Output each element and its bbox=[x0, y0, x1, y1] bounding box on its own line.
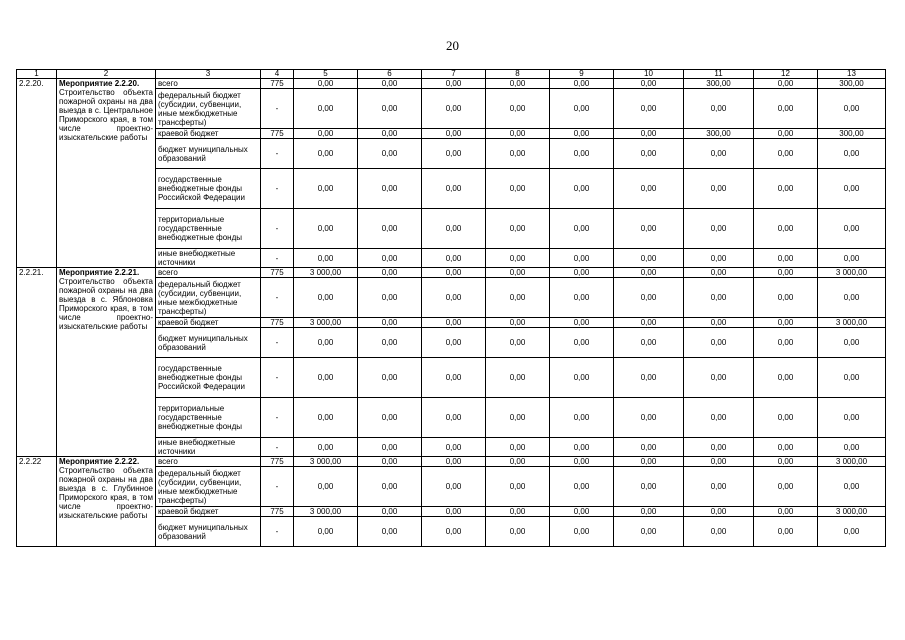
amount-cell: 0,00 bbox=[754, 129, 818, 139]
column-number-10: 10 bbox=[614, 70, 684, 79]
funding-source: краевой бюджет bbox=[156, 129, 261, 139]
amount-cell: 0,00 bbox=[754, 398, 818, 438]
amount-cell: 0,00 bbox=[754, 438, 818, 457]
amount-cell: 0,00 bbox=[294, 209, 358, 249]
amount-cell: 0,00 bbox=[294, 358, 358, 398]
amount-cell: 3 000,00 bbox=[294, 507, 358, 517]
amount-cell: 0,00 bbox=[684, 507, 754, 517]
amount-cell: 0,00 bbox=[422, 278, 486, 318]
grbs-code: - bbox=[261, 139, 294, 169]
amount-cell: 0,00 bbox=[754, 169, 818, 209]
column-number-3: 3 bbox=[156, 70, 261, 79]
amount-cell: 0,00 bbox=[614, 398, 684, 438]
column-number-5: 5 bbox=[294, 70, 358, 79]
amount-cell: 0,00 bbox=[550, 139, 614, 169]
amount-cell: 0,00 bbox=[486, 438, 550, 457]
amount-cell: 0,00 bbox=[684, 169, 754, 209]
amount-cell: 0,00 bbox=[754, 467, 818, 507]
grbs-code: - bbox=[261, 398, 294, 438]
amount-cell: 0,00 bbox=[550, 457, 614, 467]
amount-cell: 0,00 bbox=[294, 169, 358, 209]
amount-cell: 0,00 bbox=[684, 328, 754, 358]
amount-cell: 0,00 bbox=[818, 89, 886, 129]
amount-cell: 0,00 bbox=[422, 129, 486, 139]
amount-cell: 0,00 bbox=[550, 358, 614, 398]
event-code: 2.2.20. bbox=[17, 79, 57, 268]
amount-cell: 0,00 bbox=[684, 89, 754, 129]
event-description: Строительство объекта пожарной охраны на два выезда в с. Центральное Приморского края, в том числе проектно-изыскательские работы bbox=[59, 88, 153, 142]
funding-source: иные внебюджетные источники bbox=[156, 249, 261, 268]
event-title: Мероприятие 2.2.22. bbox=[59, 457, 140, 466]
amount-cell: 0,00 bbox=[358, 318, 422, 328]
amount-cell: 0,00 bbox=[754, 358, 818, 398]
amount-cell: 0,00 bbox=[550, 249, 614, 268]
amount-cell: 0,00 bbox=[422, 517, 486, 547]
amount-cell: 0,00 bbox=[614, 457, 684, 467]
amount-cell: 300,00 bbox=[818, 129, 886, 139]
amount-cell: 0,00 bbox=[422, 318, 486, 328]
funding-source: государственные внебюджетные фонды Российской Федерации bbox=[156, 358, 261, 398]
grbs-code: 775 bbox=[261, 457, 294, 467]
amount-cell: 0,00 bbox=[486, 507, 550, 517]
amount-cell: 0,00 bbox=[684, 318, 754, 328]
amount-cell: 0,00 bbox=[294, 89, 358, 129]
amount-cell: 0,00 bbox=[818, 517, 886, 547]
table-body bbox=[17, 70, 886, 547]
column-number-row bbox=[17, 70, 886, 79]
event-description: Строительство объекта пожарной охраны на два выезда в с. Яблоновка Приморского края, в том числе проектно-изыскательские работы bbox=[59, 277, 153, 331]
amount-cell: 0,00 bbox=[422, 249, 486, 268]
event-code: 2.2.21. bbox=[17, 268, 57, 457]
amount-cell: 300,00 bbox=[684, 79, 754, 89]
amount-cell: 0,00 bbox=[486, 398, 550, 438]
column-number-11: 11 bbox=[684, 70, 754, 79]
column-number-8: 8 bbox=[486, 70, 550, 79]
amount-cell: 0,00 bbox=[294, 398, 358, 438]
amount-cell: 0,00 bbox=[486, 457, 550, 467]
amount-cell: 0,00 bbox=[818, 209, 886, 249]
funding-source: федеральный бюджет (субсидии, субвенции, иные межбюджетные трансферты) bbox=[156, 89, 261, 129]
amount-cell: 3 000,00 bbox=[818, 507, 886, 517]
amount-cell: 0,00 bbox=[358, 278, 422, 318]
amount-cell: 0,00 bbox=[422, 268, 486, 278]
amount-cell: 0,00 bbox=[684, 139, 754, 169]
amount-cell: 0,00 bbox=[614, 89, 684, 129]
grbs-code: - bbox=[261, 517, 294, 547]
event-title: Мероприятие 2.2.21. bbox=[59, 268, 140, 277]
amount-cell: 0,00 bbox=[358, 438, 422, 457]
amount-cell: 0,00 bbox=[614, 268, 684, 278]
amount-cell: 0,00 bbox=[294, 139, 358, 169]
amount-cell: 0,00 bbox=[422, 507, 486, 517]
amount-cell: 0,00 bbox=[358, 328, 422, 358]
amount-cell: 0,00 bbox=[818, 438, 886, 457]
funding-source: всего bbox=[156, 268, 261, 278]
amount-cell: 0,00 bbox=[550, 268, 614, 278]
column-number-9: 9 bbox=[550, 70, 614, 79]
amount-cell: 0,00 bbox=[754, 278, 818, 318]
amount-cell: 0,00 bbox=[614, 209, 684, 249]
amount-cell: 0,00 bbox=[550, 507, 614, 517]
funding-source: бюджет муниципальных образований bbox=[156, 139, 261, 169]
amount-cell: 0,00 bbox=[358, 507, 422, 517]
amount-cell: 0,00 bbox=[614, 328, 684, 358]
amount-cell: 0,00 bbox=[550, 209, 614, 249]
amount-cell: 0,00 bbox=[818, 398, 886, 438]
funding-source: государственные внебюджетные фонды Российской Федерации bbox=[156, 169, 261, 209]
event-cell bbox=[57, 268, 156, 457]
budget-table bbox=[16, 69, 886, 547]
amount-cell: 0,00 bbox=[486, 517, 550, 547]
amount-cell: 0,00 bbox=[550, 129, 614, 139]
amount-cell: 0,00 bbox=[550, 517, 614, 547]
amount-cell: 0,00 bbox=[486, 209, 550, 249]
amount-cell: 0,00 bbox=[422, 398, 486, 438]
funding-source: краевой бюджет bbox=[156, 318, 261, 328]
amount-cell: 0,00 bbox=[614, 507, 684, 517]
grbs-code: - bbox=[261, 438, 294, 457]
event-cell bbox=[57, 457, 156, 547]
amount-cell: 0,00 bbox=[422, 358, 486, 398]
amount-cell: 0,00 bbox=[294, 517, 358, 547]
amount-cell: 0,00 bbox=[550, 89, 614, 129]
amount-cell: 0,00 bbox=[684, 398, 754, 438]
amount-cell: 0,00 bbox=[614, 79, 684, 89]
amount-cell: 300,00 bbox=[684, 129, 754, 139]
table-row bbox=[17, 268, 886, 278]
amount-cell: 0,00 bbox=[684, 278, 754, 318]
grbs-code: - bbox=[261, 169, 294, 209]
amount-cell: 0,00 bbox=[614, 278, 684, 318]
grbs-code: - bbox=[261, 209, 294, 249]
amount-cell: 0,00 bbox=[486, 79, 550, 89]
amount-cell: 0,00 bbox=[684, 457, 754, 467]
amount-cell: 0,00 bbox=[294, 278, 358, 318]
grbs-code: - bbox=[261, 89, 294, 129]
funding-source: федеральный бюджет (субсидии, субвенции, иные межбюджетные трансферты) bbox=[156, 467, 261, 507]
amount-cell: 0,00 bbox=[614, 249, 684, 268]
amount-cell: 0,00 bbox=[486, 318, 550, 328]
amount-cell: 0,00 bbox=[358, 457, 422, 467]
funding-source: федеральный бюджет (субсидии, субвенции, иные межбюджетные трансферты) bbox=[156, 278, 261, 318]
amount-cell: 0,00 bbox=[818, 139, 886, 169]
amount-cell: 0,00 bbox=[754, 89, 818, 129]
amount-cell: 0,00 bbox=[754, 457, 818, 467]
funding-source: бюджет муниципальных образований bbox=[156, 328, 261, 358]
amount-cell: 0,00 bbox=[422, 328, 486, 358]
amount-cell: 0,00 bbox=[358, 139, 422, 169]
amount-cell: 0,00 bbox=[486, 139, 550, 169]
table-row bbox=[17, 79, 886, 89]
event-description: Строительство объекта пожарной охраны на два выезда в с. Глубинное Приморского края, в том числе проектно-изыскательские работы bbox=[59, 466, 153, 520]
amount-cell: 0,00 bbox=[550, 318, 614, 328]
amount-cell: 0,00 bbox=[818, 278, 886, 318]
column-number-7: 7 bbox=[422, 70, 486, 79]
amount-cell: 0,00 bbox=[358, 268, 422, 278]
amount-cell: 0,00 bbox=[550, 398, 614, 438]
grbs-code: 775 bbox=[261, 268, 294, 278]
column-number-12: 12 bbox=[754, 70, 818, 79]
event-cell bbox=[57, 79, 156, 268]
amount-cell: 3 000,00 bbox=[294, 268, 358, 278]
amount-cell: 0,00 bbox=[614, 139, 684, 169]
column-number-2: 2 bbox=[57, 70, 156, 79]
amount-cell: 3 000,00 bbox=[818, 318, 886, 328]
grbs-code: - bbox=[261, 328, 294, 358]
amount-cell: 0,00 bbox=[358, 129, 422, 139]
amount-cell: 0,00 bbox=[550, 467, 614, 507]
amount-cell: 0,00 bbox=[614, 169, 684, 209]
amount-cell: 0,00 bbox=[818, 358, 886, 398]
funding-source: краевой бюджет bbox=[156, 507, 261, 517]
event-title: Мероприятие 2.2.20. bbox=[59, 79, 140, 88]
amount-cell: 0,00 bbox=[422, 89, 486, 129]
page-number: 20 bbox=[446, 38, 459, 53]
amount-cell: 0,00 bbox=[358, 79, 422, 89]
amount-cell: 0,00 bbox=[486, 89, 550, 129]
column-number-4: 4 bbox=[261, 70, 294, 79]
amount-cell: 0,00 bbox=[294, 249, 358, 268]
amount-cell: 0,00 bbox=[294, 129, 358, 139]
grbs-code: 775 bbox=[261, 79, 294, 89]
amount-cell: 0,00 bbox=[614, 358, 684, 398]
column-number-13: 13 bbox=[818, 70, 886, 79]
amount-cell: 0,00 bbox=[422, 169, 486, 209]
amount-cell: 0,00 bbox=[550, 328, 614, 358]
amount-cell: 3 000,00 bbox=[818, 268, 886, 278]
amount-cell: 0,00 bbox=[684, 209, 754, 249]
amount-cell: 0,00 bbox=[550, 79, 614, 89]
amount-cell: 0,00 bbox=[754, 328, 818, 358]
amount-cell: 0,00 bbox=[294, 328, 358, 358]
amount-cell: 0,00 bbox=[684, 268, 754, 278]
amount-cell: 3 000,00 bbox=[818, 457, 886, 467]
amount-cell: 0,00 bbox=[754, 139, 818, 169]
grbs-code: - bbox=[261, 278, 294, 318]
amount-cell: 0,00 bbox=[754, 507, 818, 517]
amount-cell: 0,00 bbox=[486, 249, 550, 268]
amount-cell: 0,00 bbox=[818, 169, 886, 209]
amount-cell: 0,00 bbox=[486, 268, 550, 278]
amount-cell: 0,00 bbox=[754, 79, 818, 89]
amount-cell: 0,00 bbox=[486, 278, 550, 318]
funding-source: бюджет муниципальных образований bbox=[156, 517, 261, 547]
event-code: 2.2.22 bbox=[17, 457, 57, 547]
amount-cell: 0,00 bbox=[358, 89, 422, 129]
column-number-1: 1 bbox=[17, 70, 57, 79]
amount-cell: 0,00 bbox=[422, 467, 486, 507]
amount-cell: 0,00 bbox=[358, 169, 422, 209]
amount-cell: 0,00 bbox=[614, 318, 684, 328]
amount-cell: 0,00 bbox=[294, 79, 358, 89]
amount-cell: 0,00 bbox=[486, 467, 550, 507]
grbs-code: - bbox=[261, 467, 294, 507]
amount-cell: 0,00 bbox=[614, 129, 684, 139]
amount-cell: 0,00 bbox=[422, 139, 486, 169]
grbs-code: 775 bbox=[261, 507, 294, 517]
amount-cell: 0,00 bbox=[614, 467, 684, 507]
amount-cell: 0,00 bbox=[422, 79, 486, 89]
amount-cell: 0,00 bbox=[486, 358, 550, 398]
amount-cell: 0,00 bbox=[358, 517, 422, 547]
grbs-code: 775 bbox=[261, 318, 294, 328]
amount-cell: 0,00 bbox=[684, 358, 754, 398]
amount-cell: 0,00 bbox=[294, 438, 358, 457]
amount-cell: 3 000,00 bbox=[294, 457, 358, 467]
amount-cell: 0,00 bbox=[358, 358, 422, 398]
amount-cell: 0,00 bbox=[684, 438, 754, 457]
amount-cell: 0,00 bbox=[550, 278, 614, 318]
amount-cell: 0,00 bbox=[754, 318, 818, 328]
funding-source: всего bbox=[156, 79, 261, 89]
amount-cell: 0,00 bbox=[358, 467, 422, 507]
amount-cell: 0,00 bbox=[294, 467, 358, 507]
funding-source: всего bbox=[156, 457, 261, 467]
amount-cell: 0,00 bbox=[486, 129, 550, 139]
column-number-6: 6 bbox=[358, 70, 422, 79]
amount-cell: 0,00 bbox=[422, 457, 486, 467]
amount-cell: 0,00 bbox=[550, 169, 614, 209]
amount-cell: 0,00 bbox=[754, 209, 818, 249]
amount-cell: 0,00 bbox=[358, 398, 422, 438]
amount-cell: 0,00 bbox=[754, 249, 818, 268]
amount-cell: 0,00 bbox=[754, 268, 818, 278]
amount-cell: 0,00 bbox=[684, 249, 754, 268]
amount-cell: 0,00 bbox=[818, 249, 886, 268]
amount-cell: 0,00 bbox=[614, 438, 684, 457]
amount-cell: 0,00 bbox=[818, 467, 886, 507]
grbs-code: 775 bbox=[261, 129, 294, 139]
amount-cell: 0,00 bbox=[684, 467, 754, 507]
amount-cell: 0,00 bbox=[614, 517, 684, 547]
amount-cell: 0,00 bbox=[422, 438, 486, 457]
amount-cell: 0,00 bbox=[550, 438, 614, 457]
amount-cell: 3 000,00 bbox=[294, 318, 358, 328]
grbs-code: - bbox=[261, 358, 294, 398]
amount-cell: 0,00 bbox=[754, 517, 818, 547]
funding-source: территориальные государственные внебюджетные фонды bbox=[156, 209, 261, 249]
amount-cell: 300,00 bbox=[818, 79, 886, 89]
amount-cell: 0,00 bbox=[358, 249, 422, 268]
table-row bbox=[17, 457, 886, 467]
grbs-code: - bbox=[261, 249, 294, 268]
amount-cell: 0,00 bbox=[684, 517, 754, 547]
amount-cell: 0,00 bbox=[422, 209, 486, 249]
amount-cell: 0,00 bbox=[486, 169, 550, 209]
amount-cell: 0,00 bbox=[358, 209, 422, 249]
funding-source: иные внебюджетные источники bbox=[156, 438, 261, 457]
amount-cell: 0,00 bbox=[486, 328, 550, 358]
amount-cell: 0,00 bbox=[818, 328, 886, 358]
funding-source: территориальные государственные внебюджетные фонды bbox=[156, 398, 261, 438]
